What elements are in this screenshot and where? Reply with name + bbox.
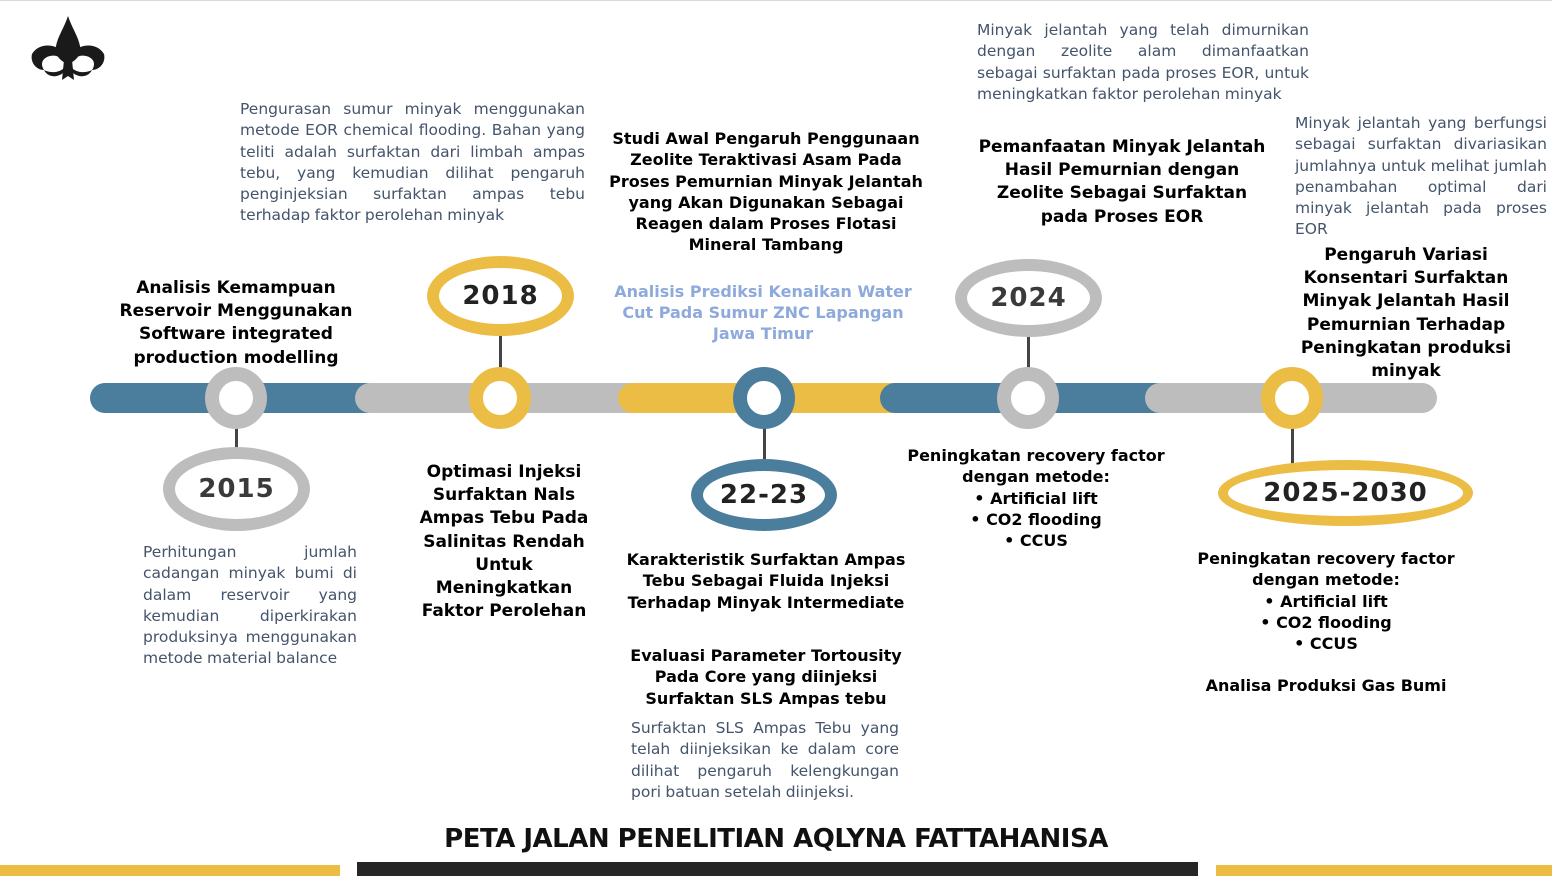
milestone-2025-2030-title: Pengaruh Variasi Konsentari Surfaktan Minyak Jelantah Hasil Pemurnian Terhadap Peningkatan produksi minyak	[1300, 245, 1512, 382]
recovery-heading: Peningkatan recovery factor dengan metode:	[1197, 549, 1455, 590]
top-border	[0, 0, 1552, 1]
year-badge-22-23: 22-23	[691, 459, 837, 531]
stem-2015	[235, 426, 238, 448]
bottom-bar-center	[357, 862, 1198, 876]
milestone-2025-2030-description: Minyak jelantah yang berfungsi sebagai surfaktan divariasikan jumlahnya untuk melihat jumlah penambahan optimal dari minyak jelantah pada proses EOR	[1295, 114, 1547, 239]
milestone-22-23-title-bottom-2: Evaluasi Parameter Tortousity Pada Core yang diinjeksi Surfaktan SLS Ampas tebu	[630, 646, 902, 708]
method-item: • CCUS	[886, 530, 1186, 551]
milestone-2024-title: Pemanfaatan Minyak Jelantah Hasil Pemurnian dengan Zeolite Sebagai Surfaktan pada Proses EOR	[978, 137, 1266, 227]
year-badge-2024: 2024	[955, 259, 1102, 337]
page-title: PETA JALAN PENELITIAN AQLYNA FATTAHANISA	[444, 824, 1108, 854]
method-item: • Artificial lift	[1176, 591, 1476, 612]
milestone-2025-2030-recovery	[1176, 548, 1476, 697]
year-badge-2015: 2015	[163, 447, 310, 531]
timeline-node-2015	[205, 367, 267, 429]
milestone-2018-description: Pengurasan sumur minyak menggunakan metode EOR chemical flooding. Bahan yang teliti adalah surfaktan dari limbah ampas tebu, yang kemudian dilihat pengaruh penginjeksian surfaktan ampas tebu terhadap faktor perolehan minyak	[240, 100, 585, 225]
stem-2024	[1027, 334, 1030, 370]
milestone-2015-title: Analisis Kemampuan Reservoir Menggunakan Software integrated production modelling	[119, 278, 353, 368]
milestone-2018-title: Optimasi Injeksi Surfaktan Nals Ampas Tebu Pada Salinitas Rendah Untuk Meningkatkan Faktor Perolehan	[419, 462, 589, 622]
timeline-node-22-23	[733, 367, 795, 429]
recovery-methods-list	[1176, 591, 1476, 655]
method-item: • Artificial lift	[886, 488, 1186, 509]
milestone-2024-recovery	[886, 445, 1186, 551]
milestone-22-23-description: Surfaktan SLS Ampas Tebu yang telah diinjeksikan ke dalam core dilihat pengaruh kelengkungan pori batuan setelah diinjeksi.	[631, 718, 899, 803]
recovery-methods-list	[886, 488, 1186, 552]
timeline-node-2024	[997, 367, 1059, 429]
university-logo-icon	[28, 14, 108, 84]
recovery-heading: Peningkatan recovery factor dengan metode:	[907, 446, 1165, 487]
milestone-2015-description: Perhitungan jumlah cadangan minyak bumi di dalam reservoir yang kemudian diperkirakan produksinya menggunakan metode material balance	[143, 543, 357, 668]
milestone-22-23-title-top: Studi Awal Pengaruh Penggunaan Zeolite Teraktivasi Asam Pada Proses Pemurnian Minyak Jelantah yang Akan Digunakan Sebagai Reagen dalam Proses Flotasi Mineral Tambang	[609, 129, 923, 255]
stem-22-23	[763, 426, 766, 462]
stem-2025-2030	[1291, 426, 1294, 464]
method-item: • CCUS	[1176, 633, 1476, 654]
timeline-node-2018	[469, 367, 531, 429]
year-badge-2025-2030: 2025-2030	[1218, 460, 1473, 526]
milestone-22-23-title-faded: Analisis Prediksi Kenaikan Water Cut Pada Sumur ZNC Lapangan Jawa Timur	[614, 282, 912, 343]
method-item: • CO2 flooding	[886, 509, 1186, 530]
bottom-bar-right	[1216, 865, 1552, 876]
bottom-bar-left	[0, 865, 340, 876]
milestone-22-23-title-bottom-1: Karakteristik Surfaktan Ampas Tebu Sebagai Fluida Injeksi Terhadap Minyak Intermediate	[626, 550, 906, 612]
milestone-2024-description: Minyak jelantah yang telah dimurnikan dengan zeolite alam dimanfaatkan sebagai surfaktan pada proses EOR, untuk meningkatkan faktor perolehan minyak	[977, 21, 1309, 103]
stem-2018	[499, 334, 502, 370]
method-item: • CO2 flooding	[1176, 612, 1476, 633]
extra-research: Analisa Produksi Gas Bumi	[1205, 676, 1447, 696]
year-badge-2018: 2018	[427, 256, 574, 336]
